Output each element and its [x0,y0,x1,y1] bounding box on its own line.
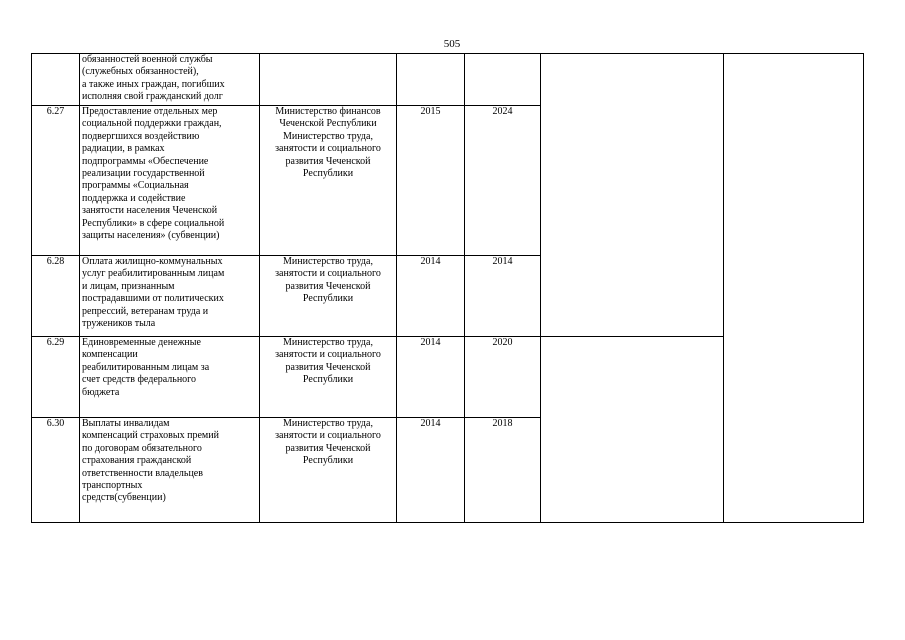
description-line: программы «Социальная [82,180,189,192]
end-year-cell: 2018 [465,418,541,523]
description-line: Единовременные денежные [82,337,201,348]
row-number-cell [32,54,80,106]
executor-line: развития Чеченской [285,280,371,292]
start-year-cell: 2015 [397,106,465,256]
executor-cell [260,54,397,106]
executor-line: Республики [302,374,354,386]
executor-line: Республики [302,455,354,467]
row-number-cell: 6.29 [32,337,80,418]
description-line: ответственности владельцев [82,467,203,479]
description-line: а также иных граждан, погибших [82,78,225,90]
executor-line: занятости и социального [275,430,381,442]
executor-line: Республики [302,293,354,305]
end-year-cell: 2014 [465,256,541,337]
end-year-cell: 2024 [465,106,541,256]
executor-line: Министерство труда, [283,256,373,267]
executor-line: занятости и социального [275,349,381,361]
start-year-cell: 2014 [397,337,465,418]
start-year-cell: 2014 [397,418,465,523]
executor-cell [260,418,397,523]
notes-cell [724,54,864,523]
row-number-cell: 6.30 [32,418,80,523]
description-line: страхования гражданской [82,455,192,467]
executor-line: Республики [302,168,354,180]
description-line: и лицам, признанным [82,280,175,292]
description-line: социальной поддержки граждан, [82,118,222,130]
description-line: по договорам обязательного [82,442,202,454]
description-line: поддержка и содействие [82,192,186,204]
row-number-cell: 6.28 [32,256,80,337]
description-line: исполняя свой гражданский долг [82,91,223,103]
executor-line: Министерство труда, [283,418,373,429]
measure-description-cell [80,418,260,523]
end-year-cell [465,54,541,106]
description-line: бюджета [82,386,120,398]
start-year-cell [397,54,465,106]
description-line: Оплата жилищно-коммунальных [82,256,223,267]
executor-line: Чеченской Республики [279,118,377,130]
start-year-cell: 2014 [397,256,465,337]
description-line: компенсаций страховых премий [82,430,219,442]
description-line: компенсации [82,349,138,361]
executor-cell [260,106,397,256]
description-line: Республики» в сфере социальной [82,217,225,229]
page-number: 505 [443,38,461,50]
result-cell [541,337,724,523]
description-line: подпрограммы «Обеспечение [82,155,209,167]
table-row [32,54,864,106]
executor-line: Министерство финансов [275,106,381,117]
row-number-cell: 6.27 [32,106,80,256]
description-line: радиации, в рамках [82,143,165,155]
description-line: занятости населения Чеченской [82,205,218,217]
description-line: счет средств федерального [82,374,197,386]
executor-cell [260,256,397,337]
executor-line: занятости и социального [275,143,381,155]
executor-line: занятости и социального [275,268,381,280]
description-line: (служебных обязанностей), [82,66,199,78]
measure-description-cell [80,256,260,337]
end-year-cell: 2020 [465,337,541,418]
description-line: услуг реабилитированным лицам [82,268,225,280]
description-line: пострадавшими от политических [82,293,224,305]
program-measures-table [31,53,864,523]
description-line: обязанностей военной службы [82,54,213,65]
result-cell [541,54,724,337]
executor-line: развития Чеченской [285,361,371,373]
description-line: средств(субвенции) [82,492,166,504]
description-line: реабилитированным лицам за [82,361,210,373]
description-line: транспортных [82,480,143,492]
description-line: подвергшихся воздействию [82,130,200,142]
executor-line: Министерство труда, [283,130,373,142]
executor-line: Министерство труда, [283,337,373,348]
executor-line: развития Чеченской [285,155,371,167]
description-line: реализации государственной [82,168,205,180]
description-line: защиты населения» (субвенции) [82,230,220,242]
executor-cell [260,337,397,418]
description-line: тружеников тыла [82,318,156,330]
executor-line: развития Чеченской [285,442,371,454]
measure-description-cell [80,337,260,418]
description-line: Предоставление отдельных мер [82,106,218,117]
description-line: репрессий, ветеранам труда и [82,305,209,317]
description-line: Выплаты инвалидам [82,418,170,429]
measure-description-cell [80,54,260,106]
measure-description-cell [80,106,260,256]
